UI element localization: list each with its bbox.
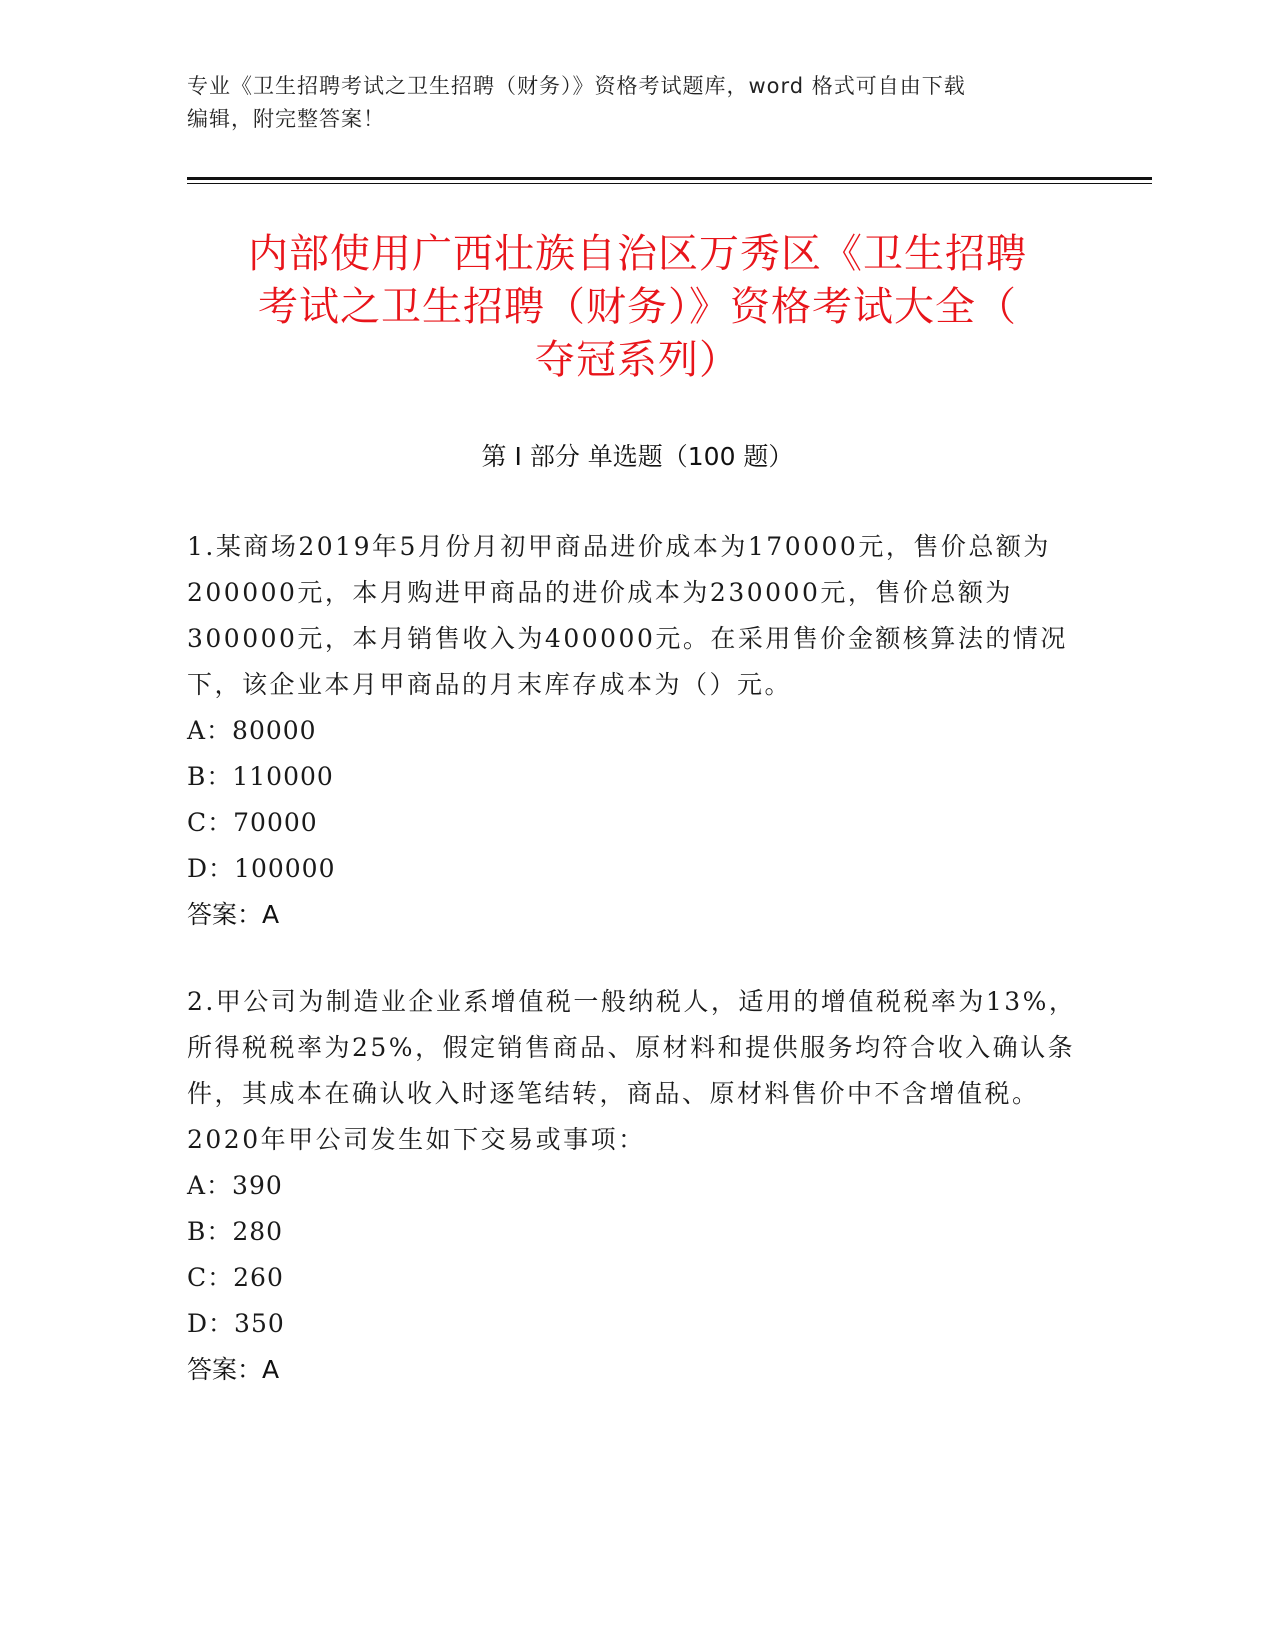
document-title-line-1: 内部使用广西壮族自治区万秀区《卫生招聘 <box>248 231 1027 277</box>
document-title-line-2: 考试之卫生招聘（财务）》资格考试大全（ <box>258 284 1017 330</box>
answer-label: 答案：A <box>187 900 280 929</box>
option-b: B：280 <box>187 1217 284 1246</box>
option-b: B：110000 <box>187 762 334 791</box>
option-list <box>187 1163 1087 1347</box>
header-note-line-2: 编辑，附完整答案！ <box>187 107 385 131</box>
document-title-line-3: 夺冠系列） <box>535 337 740 383</box>
option-a: A：80000 <box>187 716 317 745</box>
document-title <box>190 228 1085 387</box>
option-list <box>187 708 1087 892</box>
header-note-line-1: 专业《卫生招聘考试之卫生招聘（财务）》资格考试题库，word 格式可自由下载 <box>187 74 966 98</box>
answer-label: 答案：A <box>187 1355 280 1384</box>
option-a: A：390 <box>187 1171 283 1200</box>
question-text: 1.某商场2019年5月份月初甲商品进价成本为170000元，售价总额为200000元，本月购进甲商品的进价成本为230000元，售价总额为300000元，本月销售收入为400000元。在采用售价金额核算法的情况下，该企业本月甲商品的月末库存成本为（）元。 <box>187 532 1068 699</box>
header-note <box>187 70 1067 136</box>
option-c: C：260 <box>187 1263 284 1292</box>
question-1 <box>187 524 1087 938</box>
option-d: D：350 <box>187 1309 285 1338</box>
header-divider-thick <box>187 177 1152 180</box>
question-text: 2.甲公司为制造业企业系增值税一般纳税人，适用的增值税税率为13%，所得税税率为25%，假定销售商品、原材料和提供服务均符合收入确认条件，其成本在确认收入时逐笔结转，商品、原材料售价中不含增值税。2020年甲公司发生如下交易或事项： <box>187 987 1077 1154</box>
option-c: C：70000 <box>187 808 318 837</box>
section-heading: 第 I 部分 单选题（100 题） <box>481 442 794 471</box>
header-divider-thin <box>187 183 1152 184</box>
question-2 <box>187 979 1087 1393</box>
option-d: D：100000 <box>187 854 336 883</box>
